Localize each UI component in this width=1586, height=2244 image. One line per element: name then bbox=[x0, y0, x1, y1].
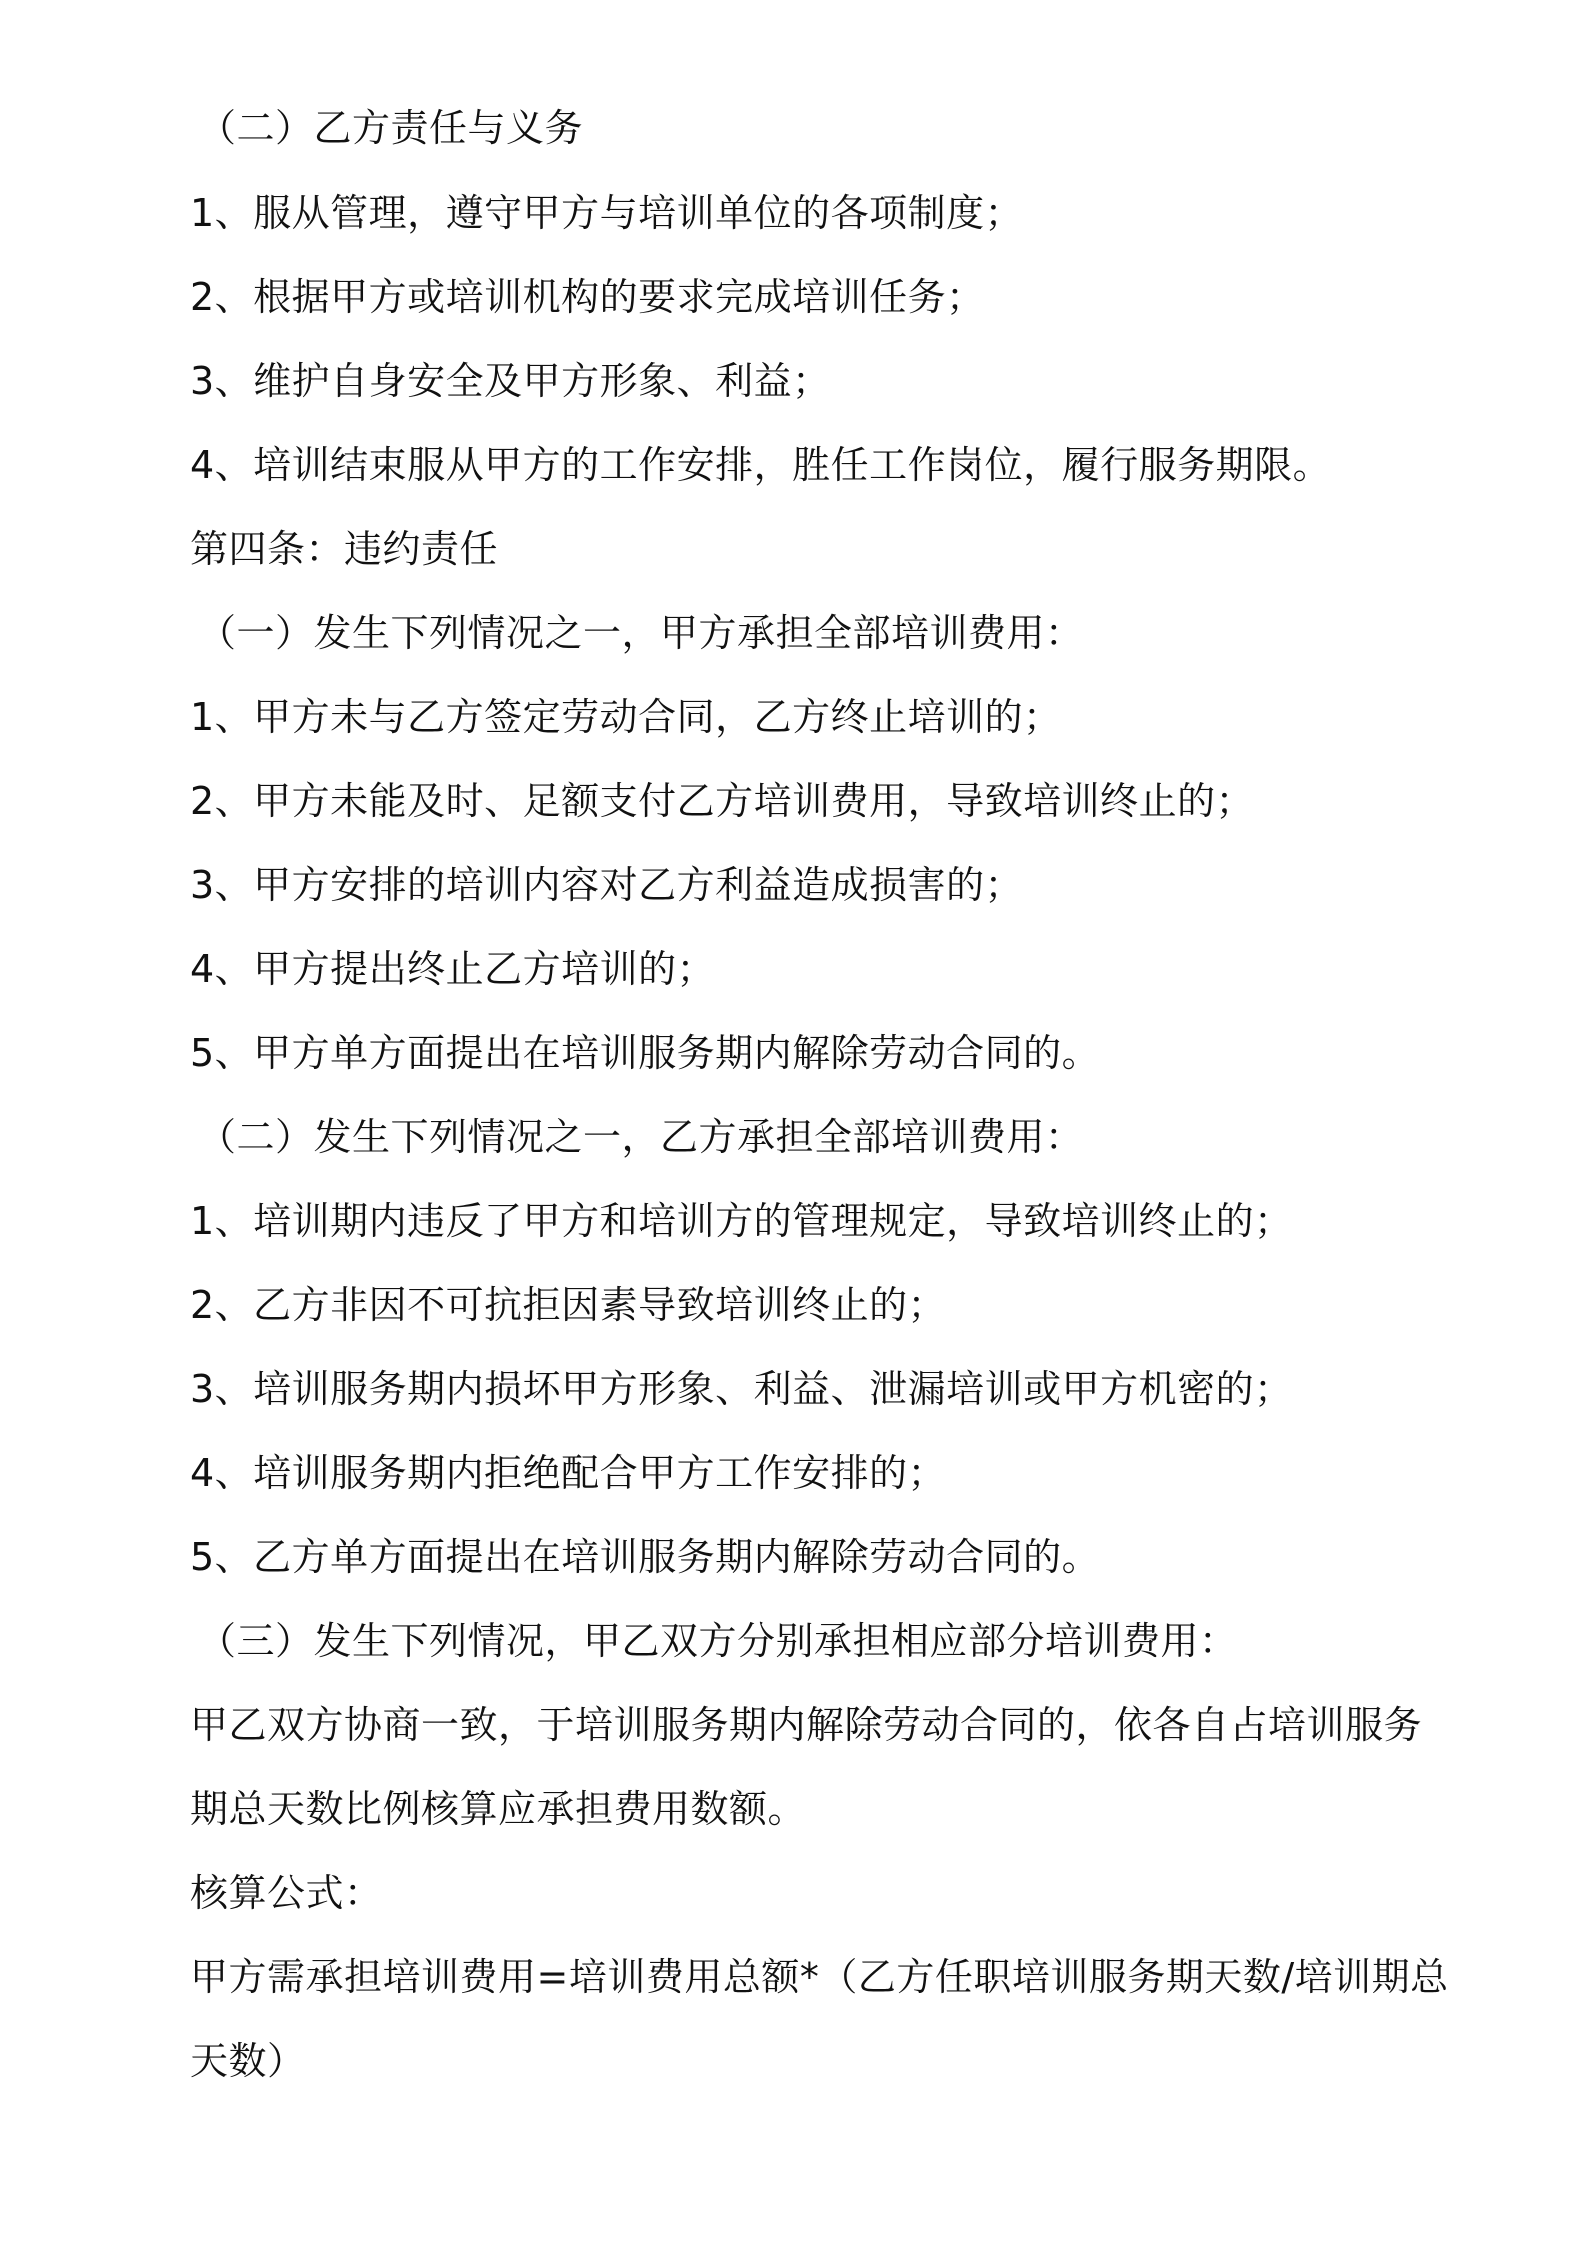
section-heading: （一）发生下列情况之一，甲方承担全部培训费用： bbox=[198, 611, 1084, 655]
clause-item: 5、乙方单方面提出在培训服务期内解除劳动合同的。 bbox=[190, 1535, 1101, 1579]
clause-item: 4、培训服务期内拒绝配合甲方工作安排的； bbox=[190, 1451, 947, 1495]
clause-item: 3、维护自身安全及甲方形象、利益； bbox=[190, 359, 831, 403]
clause-item: 1、甲方未与乙方签定劳动合同，乙方终止培训的； bbox=[190, 695, 1062, 739]
clause-item: 3、甲方安排的培训内容对乙方利益造成损害的； bbox=[190, 863, 1024, 907]
formula-label: 核算公式： bbox=[190, 1871, 383, 1915]
article-heading: 第四条：违约责任 bbox=[190, 527, 499, 571]
section-heading: （三）发生下列情况，甲乙双方分别承担相应部分培训费用： bbox=[198, 1619, 1238, 1663]
clause-item: 5、甲方单方面提出在培训服务期内解除劳动合同的。 bbox=[190, 1031, 1101, 1075]
clause-item: 2、根据甲方或培训机构的要求完成培训任务； bbox=[190, 275, 985, 319]
clause-item: 4、甲方提出终止乙方培训的； bbox=[190, 947, 716, 991]
section-heading: （二）乙方责任与义务 bbox=[198, 106, 584, 150]
clause-item: 1、服从管理，遵守甲方与培训单位的各项制度； bbox=[190, 191, 1024, 235]
clause-item: 3、培训服务期内损坏甲方形象、利益、泄漏培训或甲方机密的； bbox=[190, 1367, 1293, 1411]
paragraph-line: 期总天数比例核算应承担费用数额。 bbox=[190, 1787, 807, 1831]
section-heading: （二）发生下列情况之一，乙方承担全部培训费用： bbox=[198, 1115, 1084, 1159]
clause-item: 1、培训期内违反了甲方和培训方的管理规定，导致培训终止的； bbox=[190, 1199, 1293, 1243]
clause-item: 2、甲方未能及时、足额支付乙方培训费用，导致培训终止的； bbox=[190, 779, 1255, 823]
clause-item: 2、乙方非因不可抗拒因素导致培训终止的； bbox=[190, 1283, 947, 1327]
formula-line: 天数） bbox=[190, 2039, 306, 2083]
paragraph-line: 甲乙双方协商一致，于培训服务期内解除劳动合同的，依各自占培训服务 bbox=[190, 1703, 1423, 1747]
clause-item: 4、培训结束服从甲方的工作安排，胜任工作岗位，履行服务期限。 bbox=[190, 443, 1332, 487]
formula-line: 甲方需承担培训费用=培训费用总额*（乙方任职培训服务期天数/培训期总 bbox=[190, 1955, 1449, 1999]
